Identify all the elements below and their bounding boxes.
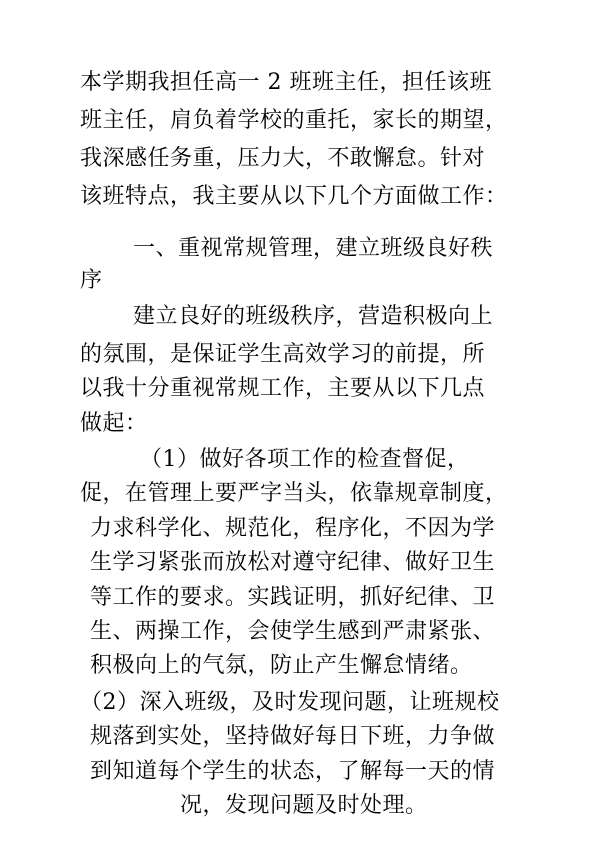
text-line: 力求科学化、规范化，程序化，不因为学 [90,516,496,541]
text-line: 建立良好的班级秩序，营造积极向上 [133,304,494,329]
text-line: 的氛围，是保证学生高效学习的前提，所 [80,342,486,367]
text-line: 以我十分重视常规工作，主要从以下几点 [80,376,486,401]
section-heading: 一、重视常规管理，建立班级良好秩 [133,236,494,261]
text-line: 规落到实处，坚持做好每日下班，力争做 [90,724,496,749]
text-line: 促，在管理上要严字当头，依靠规章制度， [80,481,508,506]
text-line: 本学期我担任高一 2 班班主任，担任该班 [80,70,492,95]
text-line: 生学习紧张而放松对遵守纪律、做好卫生 [90,550,496,575]
text-line: 班主任，肩负着学校的重托，家长的期望， [80,108,508,133]
section-heading-continued: 序 [80,268,103,293]
text-line: 该班特点，我主要从以下几个方面做工作： [80,184,508,209]
text-line: 积极向上的气氛，防止产生懈怠情绪。 [90,653,473,678]
text-line: 我深感任务重，压力大，不敢懈怠。针对 [80,146,486,171]
text-line: 到知道每个学生的状态，了解每一天的情 [90,759,496,784]
text-line: 况，发现问题及时处理。 [180,793,428,818]
list-item-1-heading: （1）做好各项工作的检查督促， [140,447,470,472]
text-line: 等工作的要求。实践证明，抓好纪律、卫 [90,585,496,610]
text-line: 生、两操工作，会使学生感到严肃紧张、 [90,619,496,644]
text-line: 做起： [80,411,148,436]
list-item-2-heading: （2）深入班级，及时发现问题，让班规校 [80,690,500,715]
